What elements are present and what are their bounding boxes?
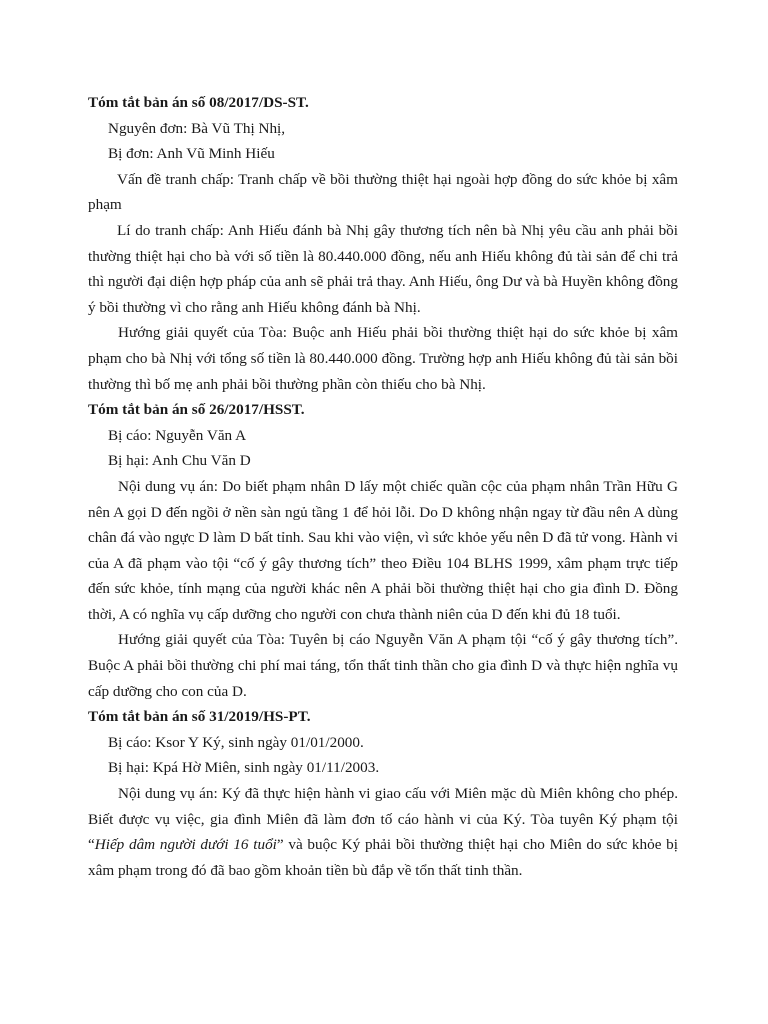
court-resolution-paragraph: Hướng giải quyết của Tòa: Buộc anh Hiếu phải bồi thường thiệt hại do sức khỏe bị xâm phạm cho bà Nhị với tổng số tiền là 80.440.000 đồng. Trường hợp anh Hiếu không đủ tài sản bồi thường thì bố mẹ anh phải bồi thường phần còn thiếu cho bà Nhị. [88,324,678,393]
case-content-text: Nội dung vụ án: Ký đã thực hiện hành vi giao cấu với Miên mặc dù Miên không cho phép. Biết được vụ việc, gia đình Miên đã làm đơn tố cáo hành vi của Ký. Tòa tuyên Ký phạm tội “ [88,785,678,854]
dispute-reason-paragraph: Lí do tranh chấp: Anh Hiếu đánh bà Nhị gây thương tích nên bà Nhị yêu cầu anh phải bồi thường thiệt hại cho bà với số tiền là 80.440.000 đồng, nếu anh Hiếu không đủ tài sản để chi trả thì người đại diện hợp pháp của anh sẽ phải trả thay. Anh Hiếu, ông Dư và bà Huyền không đồng ý bồi thường vì cho rằng anh Hiếu không đánh bà Nhị. [88,221,678,316]
defendant-line: Bị cáo: Nguyễn Văn A [108,426,247,444]
case-content-paragraph [88,781,678,883]
document-page [88,90,678,883]
victim-line: Bị hại: Kpá Hờ Miên, sinh ngày 01/11/2003. [108,759,380,777]
defendant-line: Bị cáo: Ksor Y Ký, sinh ngày 01/01/2000. [108,733,364,751]
case-summary-title: Tóm tắt bản án số 08/2017/DS-ST. [88,94,309,111]
defendant-line: Bị đơn: Anh Vũ Minh Hiếu [108,145,275,163]
case-content-text-continued: ” và buộc Ký phải bồi thường thiệt hại cho Miên do sức khỏe bị xâm phạm trong đó đã bao gồm khoản tiền bù đắp về tổn thất tinh thần. [88,836,678,879]
crime-name-italic: Hiếp dâm người dưới 16 tuổi [94,836,277,854]
victim-line: Bị hại: Anh Chu Văn D [108,452,251,470]
case-summary-title: Tóm tắt bản án số 31/2019/HS-PT. [88,708,311,726]
court-resolution-paragraph: Hướng giải quyết của Tòa: Tuyên bị cáo Nguyễn Văn A phạm tội “cố ý gây thương tích”. Buộc A phải bồi thường chi phí mai táng, tổn thất tinh thần cho gia đình D và thực hiện nghĩa vụ cấp dưỡng cho con của D. [88,631,678,700]
case-content-paragraph: Nội dung vụ án: Do biết phạm nhân D lấy một chiếc quần cộc của phạm nhân Trần Hữu G nên A gọi D đến ngồi ở nền sàn ngủ tầng 1 để hỏi lỗi. Do D không nhận ngay từ đầu nên A dùng chân đá vào ngực D làm D bất tỉnh. Sau khi vào viện, vì sức khỏe yếu nên D đã tử vong. Hành vi của A đã phạm vào tội “cố ý gây thương tích” theo Điều 104 BLHS 1999, xâm phạm trực tiếp đến sức khỏe, tính mạng của người khác nên A phải bồi thường thiệt hại cho gia đình D. Đồng thời, A có nghĩa vụ cấp dưỡng cho người con chưa thành niên của D đến khi đủ 18 tuổi. [88,477,678,623]
case-summary-title: Tóm tắt bản án số 26/2017/HSST. [88,401,305,419]
dispute-issue-paragraph: Vấn đề tranh chấp: Tranh chấp về bồi thường thiệt hại ngoài hợp đồng do sức khỏe bị xâm phạm [88,170,678,214]
plaintiff-line: Nguyên đơn: Bà Vũ Thị Nhị, [108,119,286,137]
